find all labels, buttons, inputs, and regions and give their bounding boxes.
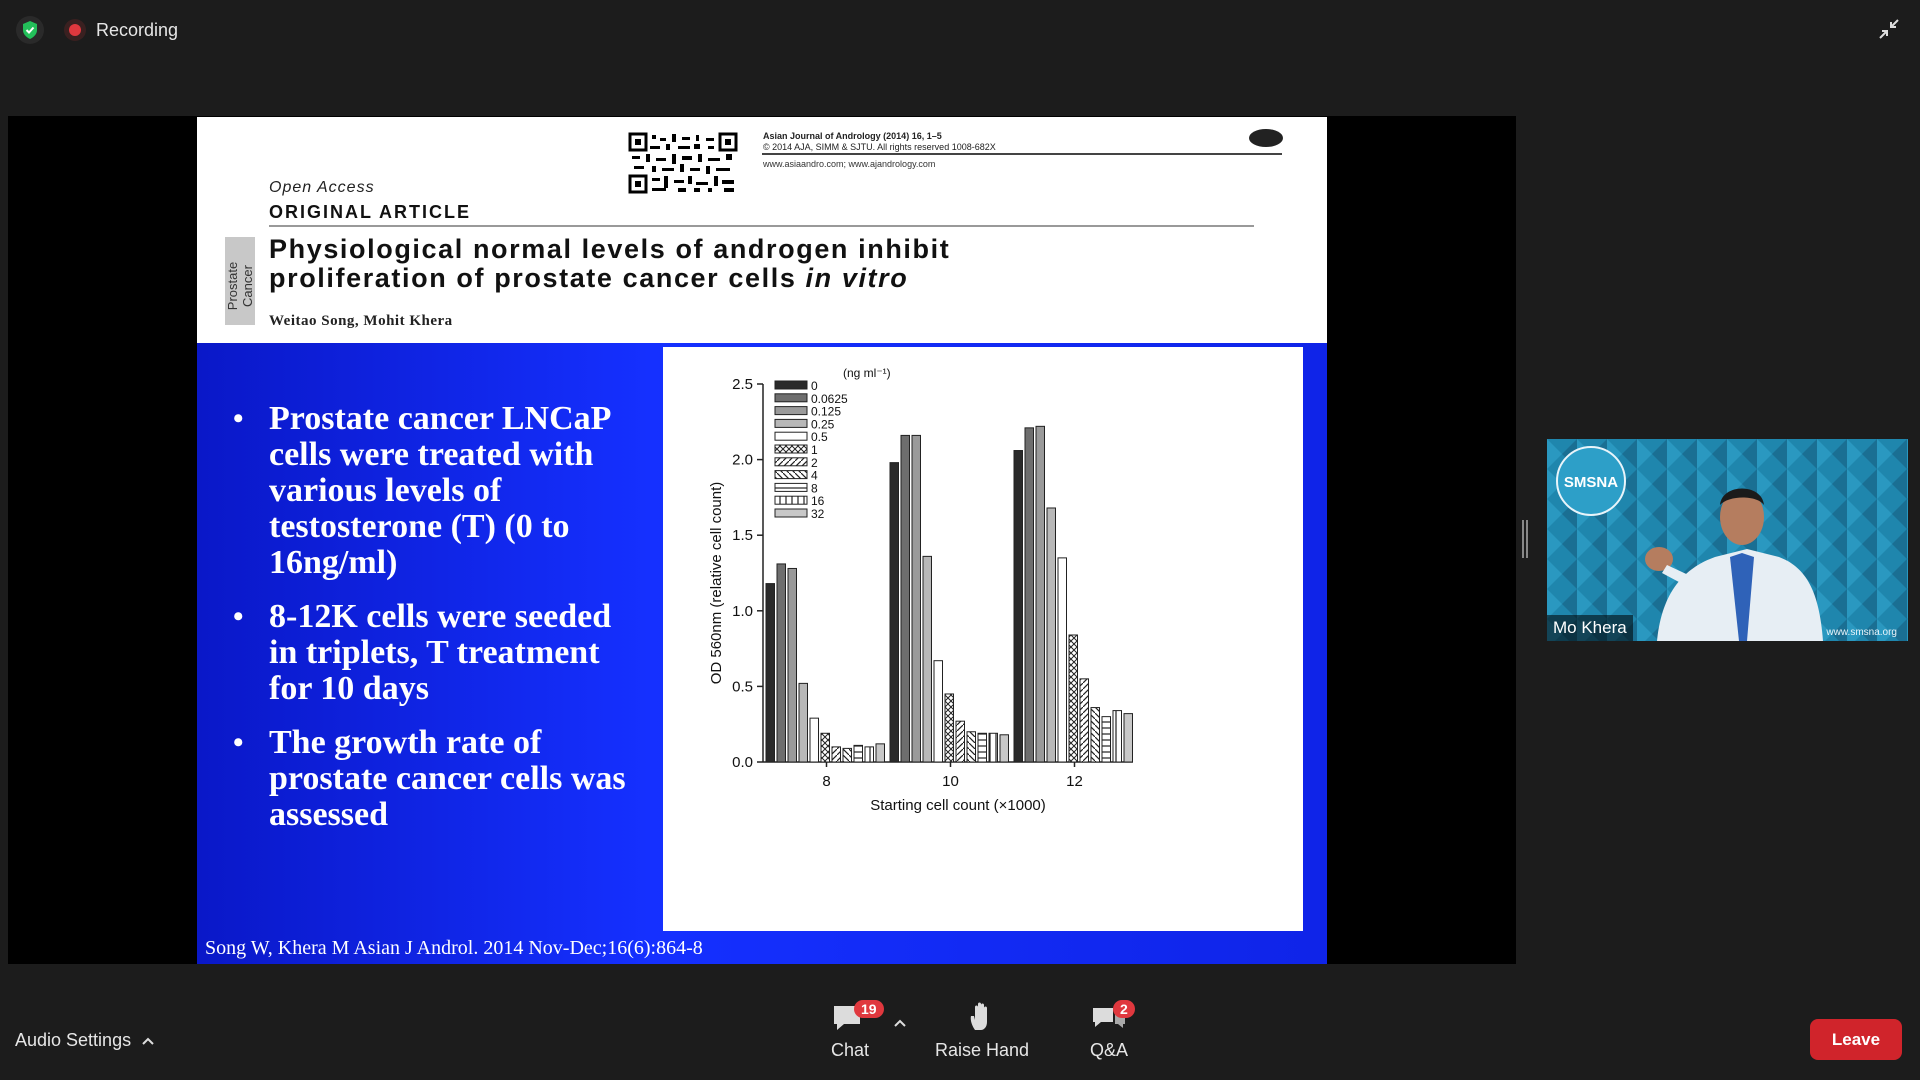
chat-badge: 19 bbox=[854, 1000, 884, 1018]
bar bbox=[1036, 426, 1045, 762]
y-tick-label: 2.0 bbox=[732, 451, 753, 469]
bar bbox=[989, 733, 998, 762]
bar bbox=[1069, 635, 1078, 762]
legend-swatch bbox=[775, 445, 807, 453]
recording-indicator[interactable] bbox=[64, 16, 178, 44]
legend-swatch bbox=[775, 496, 807, 504]
raise-hand-label: Raise Hand bbox=[934, 1040, 1030, 1060]
article-type-label: ORIGINAL ARTICLE bbox=[269, 202, 471, 222]
bar bbox=[876, 744, 885, 762]
bar bbox=[1000, 735, 1009, 762]
legend-title: (ng ml⁻¹) bbox=[843, 366, 891, 380]
presentation-slide bbox=[197, 117, 1327, 964]
bar bbox=[777, 564, 786, 762]
legend-swatch bbox=[775, 432, 807, 440]
legend-label: 0.25 bbox=[811, 417, 835, 432]
qa-label: Q&A bbox=[1089, 1040, 1128, 1060]
paper-title-line-2: proliferation of prostate cancer cells bbox=[269, 263, 797, 293]
slide-bullet-list bbox=[233, 401, 633, 851]
security-shield-icon[interactable] bbox=[16, 16, 44, 44]
bar bbox=[854, 745, 863, 762]
bar bbox=[799, 683, 808, 762]
qa-badge: 2 bbox=[1113, 1000, 1135, 1018]
bar bbox=[967, 732, 976, 762]
bar bbox=[1014, 451, 1023, 762]
open-access-label: Open Access bbox=[269, 179, 375, 196]
record-icon bbox=[64, 19, 86, 41]
bar bbox=[766, 584, 775, 762]
raise-hand-button[interactable] bbox=[932, 1000, 1032, 1061]
qa-button[interactable] bbox=[1059, 1000, 1159, 1061]
slide-citation: Song W, Khera M Asian J Androl. 2014 Nov-Dec;16(6):864-8 bbox=[205, 937, 703, 959]
x-tick-label: 8 bbox=[822, 773, 831, 790]
bar bbox=[890, 463, 899, 762]
participant-name: Mo Khera bbox=[1547, 615, 1633, 641]
y-tick-label: 2.5 bbox=[732, 376, 753, 393]
audio-settings-button[interactable] bbox=[15, 1030, 155, 1051]
bar bbox=[1080, 679, 1089, 762]
bar bbox=[832, 747, 841, 762]
bar bbox=[1091, 708, 1100, 762]
legend-label: 0.5 bbox=[811, 430, 828, 445]
raise-hand-icon bbox=[965, 1000, 999, 1034]
bar bbox=[1025, 428, 1034, 762]
bar bbox=[843, 748, 852, 762]
legend-label: 0.125 bbox=[811, 404, 842, 419]
paper-title-line-1: Physiological normal levels of androgen inhibit bbox=[269, 234, 951, 264]
section-side-tab bbox=[225, 237, 255, 325]
paper-header-image bbox=[197, 117, 1327, 343]
legend-label: 16 bbox=[811, 494, 825, 509]
legend-label: 1 bbox=[811, 443, 818, 457]
x-tick-label: 12 bbox=[1066, 773, 1083, 790]
qr-code-icon bbox=[628, 132, 738, 194]
legend-label: 2 bbox=[811, 455, 818, 470]
article-type-divider bbox=[269, 225, 1254, 227]
bar bbox=[901, 435, 910, 762]
bar bbox=[1124, 714, 1133, 762]
legend-swatch bbox=[775, 458, 807, 466]
recording-label: Recording bbox=[96, 19, 179, 40]
bar bbox=[865, 747, 874, 762]
bar bbox=[1102, 717, 1111, 762]
x-tick-label: 10 bbox=[942, 773, 959, 790]
journal-info bbox=[763, 131, 996, 153]
bar bbox=[934, 661, 943, 762]
x-axis-label: Starting cell count (×1000) bbox=[870, 797, 1046, 814]
paper-title-italic: in vitro bbox=[805, 263, 909, 293]
chat-button[interactable] bbox=[800, 1000, 900, 1061]
bar bbox=[788, 568, 797, 762]
bar bbox=[821, 733, 830, 762]
chat-options-chevron-icon[interactable] bbox=[893, 1018, 907, 1028]
legend-swatch bbox=[775, 483, 807, 491]
bar bbox=[912, 435, 921, 762]
journal-website: www.asiaandro.com; www.ajandrology.com bbox=[763, 159, 936, 169]
legend-label: 0 bbox=[811, 379, 818, 393]
video-background bbox=[1547, 439, 1908, 641]
legend-swatch bbox=[775, 471, 807, 479]
legend-swatch bbox=[775, 419, 807, 427]
bar bbox=[923, 556, 932, 762]
paper-authors: Weitao Song, Mohit Khera bbox=[269, 313, 453, 329]
legend-swatch bbox=[775, 407, 807, 415]
meeting-top-bar bbox=[0, 0, 1920, 60]
bar bbox=[1058, 558, 1067, 762]
exit-fullscreen-icon[interactable] bbox=[1876, 16, 1904, 44]
bar bbox=[945, 694, 954, 762]
y-tick-label: 1.5 bbox=[732, 527, 753, 545]
journal-logo-icon bbox=[1249, 129, 1283, 147]
smsna-logo-text: SMSNA bbox=[1563, 474, 1619, 491]
panel-resize-handle[interactable] bbox=[1522, 520, 1528, 558]
journal-divider bbox=[762, 153, 1282, 155]
y-tick-label: 0.0 bbox=[732, 754, 753, 771]
leave-button[interactable]: Leave bbox=[1810, 1019, 1902, 1060]
chat-label: Chat bbox=[830, 1040, 870, 1060]
journal-line-1: Asian Journal of Andrology (2014) 16, 1–5 bbox=[763, 131, 942, 141]
bar bbox=[1047, 508, 1056, 762]
bar bbox=[1113, 711, 1122, 762]
paper-title bbox=[269, 235, 1249, 293]
audio-settings-label: Audio Settings bbox=[15, 1030, 132, 1050]
bar-chart bbox=[663, 347, 1303, 931]
bullet-item: • 8-12K cells were seeded in triplets, T treatment for 10 days bbox=[233, 599, 633, 707]
y-tick-label: 0.5 bbox=[732, 678, 753, 696]
y-axis-label: OD 560nm (relative cell count) bbox=[708, 481, 725, 685]
bar bbox=[956, 721, 965, 762]
y-tick-label: 1.0 bbox=[732, 602, 753, 620]
legend-swatch bbox=[775, 509, 807, 517]
legend-label: 4 bbox=[811, 468, 818, 483]
side-tab-label: Prostate Cancer bbox=[225, 261, 255, 311]
bar bbox=[978, 733, 987, 762]
bullet-item: • Prostate cancer LNCaP cells were treated with various levels of testosterone (T) (0 to 16ng/ml) bbox=[233, 401, 633, 581]
chevron-up-icon bbox=[141, 1036, 155, 1046]
participant-video-tile[interactable] bbox=[1547, 439, 1908, 641]
legend-label: 8 bbox=[811, 481, 818, 496]
legend-label: 0.0625 bbox=[811, 391, 848, 406]
bar-chart-panel bbox=[663, 347, 1303, 931]
bar bbox=[810, 718, 819, 762]
smsna-watermark: www.smsna.org bbox=[1826, 627, 1897, 638]
bullet-item: • The growth rate of prostate cancer cells was assessed bbox=[233, 725, 633, 833]
legend-label: 32 bbox=[811, 507, 825, 521]
journal-line-2: © 2014 AJA, SIMM & SJTU. All rights reserved 1008-682X bbox=[763, 142, 996, 152]
legend-swatch bbox=[775, 394, 807, 402]
legend-swatch bbox=[775, 381, 807, 389]
